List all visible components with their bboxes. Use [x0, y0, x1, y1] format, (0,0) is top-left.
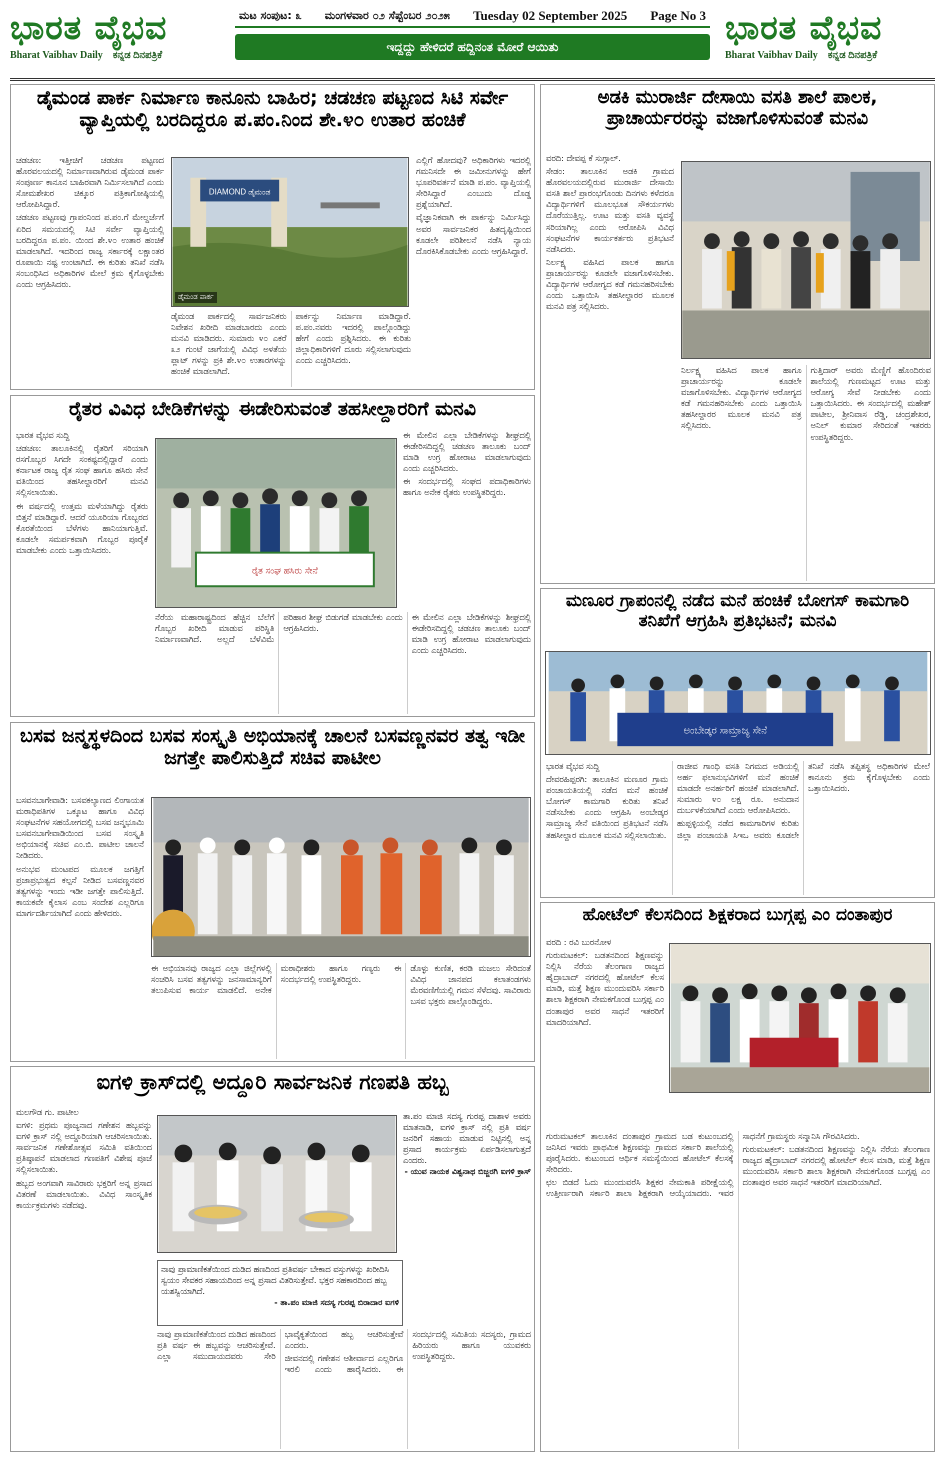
gate-field-photo: [172, 158, 408, 306]
story-photo: [151, 797, 531, 957]
story-paragraph: ಚಡಚಣ: ಇತ್ತೀಚಿಗೆ ಚಡಚಣ ಪಟ್ಟಣದ ಹೊರವಲಯದಲ್ಲಿ ನಿರ್ಮಾಣವಾಗಿರುವ ಡೈಮಂಡ ಪಾರ್ಕ ಸಂಪೂರ್ಣ ಕಾನೂನ ಬಾಹಿರವಾಗಿ ನಿರ್ಮಿಸಲಾಗಿದೆ ಎಂದು ಸೋಮಶೇಖರ ಚಿಕ್ಕೂರ ಪತ್ರಿಕಾಗೋಷ್ಠಿಯಲ್ಲಿ ಆರೋಪಿಸಿದ್ದಾರೆ.: [16, 155, 164, 210]
story-paragraph: ಡೊಳ್ಳು ಕುಣಿತ, ಕರಡಿ ಮಜಲು ಸೇರಿದಂತೆ ವಿವಿಧ ಜಾನಪದ ಕಲಾತಂಡಗಳು ಮೆರವಣಿಗೆಯಲ್ಲಿ ಗಮನ ಸೆಳೆದವು. ಸಾವಿರಾರು ಬಸವ ಭಕ್ತರು ಪಾಲ್ಗೊಂಡಿದ್ದರು.: [410, 963, 531, 1007]
edition-date-en: Tuesday 02 September 2025: [473, 8, 628, 23]
story-paragraph: ಡೈಮಂಡ ಪಾರ್ಕದಲ್ಲಿ ಸಾರ್ವಜನಿಕರು ನಿವೇಶನ ಖರೀದಿ ಮಾಡಬಾರದು ಎಂದು ಮನವಿ ಮಾಡಿದರು. ಸುಮಾರು ೪೦ ಎಕರೆ ೩೨ ಗುಂಟೆ ಜಾಗೆಯಲ್ಲಿ ವಿವಿಧ ಅಳತೆಯ ಪ್ಲಾಟ್ ಗಳನ್ನು ಪ್ರಕಿ ಶೇ.೪೦ ಉತಾರಗಳನ್ನು ಹಂಚಿಕೆ ಮಾಡಲಾಗಿದೆ.: [171, 311, 287, 377]
logo-title: ಭಾರತ ವೈಭವ: [10, 8, 168, 47]
story-body: [546, 761, 930, 895]
story-paragraph: ಈ ಸಂದರ್ಭದಲ್ಲಿ ಸಂಘದ ಪದಾಧಿಕಾರಿಗಳು ಹಾಗೂ ಅನೇಕ ರೈತರು ಉಪಸ್ಥಿತರಿದ್ದರು.: [403, 476, 531, 498]
story-body: [16, 1107, 152, 1449]
story-paragraph: ಈ ಮೇಲಿನ ಎಲ್ಲಾ ಬೇಡಿಕೆಗಳನ್ನು ಶೀಘ್ರದಲ್ಲಿ ಈಡೇರಿಸದಿದ್ದಲ್ಲಿ ಚಡಚಣ ತಾಲೂಕು ಬಂದ್ ಮಾಡಿ ಉಗ್ರ ಹೋರಾಟ ಮಾಡಲಾಗುವುದು ಎಂದು ಎಚ್ಚರಿಸಿದರು.: [411, 612, 531, 656]
story-buggappa-teacher: [540, 902, 935, 1452]
logo-subtitle: [725, 50, 935, 61]
story-photo: [155, 438, 397, 608]
photo-caption: ಡೈಮಂಡ ಪಾರ್ಕ: [175, 292, 217, 303]
story-paragraph: ಗುರುಮಟಕಲ್: ಬಡತನದಿಂದ ಶಿಕ್ಷಣವನ್ನು ನಿಲ್ಲಿಸಿ ನೆರೆಯ ತೆಲಂಗಾಣ ರಾಜ್ಯದ ಹೈದ್ರಾಬಾದ್ ನಗರದಲ್ಲಿ ಹೋಟೆಲ್ ಕೆಲಸ ಮಾಡಿ, ಮತ್ತೆ ಶಿಕ್ಷಣ ಮುಂದುವರಿಸಿ ಸರ್ಕಾರಿ ಶಾಲಾ ಶಿಕ್ಷಕರಾಗಿ ನೇಮಕಗೊಂಡ ಬುಗ್ಗಪ್ಪ ಎಂ ದಂತಾಪುರ ಅವರ ಸಾಧನೆ ಇತರರಿಗೆ ಮಾದರಿಯಾಗಿದೆ.: [742, 1144, 930, 1188]
story-paragraph: ನಿರ್ಲಕ್ಷ್ಯ ವಹಿಸಿದ ಪಾಲಕ ಹಾಗೂ ಪ್ರಾಚಾರ್ಯರನ್ನು ಕೂಡಲೇ ವಜಾಗೊಳಿಸಬೇಕು. ವಿದ್ಯಾರ್ಥಿಗಳ ಆರೋಗ್ಯದ ಕಡೆ ಗಮನಹರಿಸಬೇಕು ಎಂದು ಒತ್ತಾಯಿಸಿ ತಹಸೀಲ್ದಾರರ ಮೂಲಕ ಮನವಿ ಪತ್ರ ಸಲ್ಲಿಸಿದರು.: [681, 365, 802, 431]
slogan-banner: ಇದ್ದದ್ದು ಹೇಳಿದರೆ ಹದ್ದಿನಂತ ಮೋರೆ ಆಯಿತು: [235, 34, 710, 60]
edition-bar: [235, 6, 710, 28]
story-paragraph: ವರದಿ : ರವಿ ಬುರನೋಳ: [546, 937, 612, 947]
story-headline[interactable]: ರೈತರ ವಿವಿಧ ಬೇಡಿಕೆಗಳನ್ನು ಈಡೇರಿಸುವಂತೆ ತಹಸೀಲ್ದಾರರಿಗೆ ಮನವಿ: [68, 398, 476, 420]
quote-text: ತಾ.ಪಂ ಮಾಜಿ ಸದಸ್ಯ ಗುರಪ್ಪ ದಾಶಾಳ ಅವರು ಮಾತನಾಡಿ, ಐಗಳಿ ಕ್ರಾಸ್ ನಲ್ಲಿ ಪ್ರತಿ ವರ್ಷ ಜನರಿಗೆ ಸಹಾಯ ಮಾಡುವ ನಿಟ್ಟಿನಲ್ಲಿ ಅನ್ನ ಪ್ರಸಾದ ಕಾರ್ಯಕ್ರಮ ಏರ್ಪಡಿಸಲಾಗುತ್ತದೆ ಎಂದರು.: [403, 1111, 531, 1166]
story-paragraph: ಹುಪ್ಪಳ್ಳಿಯಲ್ಲಿ ನಡೆದ ಕಾಮಗಾರಿಗಳ ಕುರಿತು ಜಿಲ್ಲಾ ಪಂಚಾಯತಿ ಸಿಇಒ ಅವರು ಕೂಡಲೇ ತನಿಖೆ ನಡೆಸಿ ತಪ್ಪಿತಸ್ಥ ಅಧಿಕಾರಿಗಳ ಮೇಲೆ ಕಾನೂನು ಕ್ರಮ ಕೈಗೊಳ್ಳಬೇಕು ಎಂದು ಒತ್ತಾಯಿಸಿದರು.: [677, 761, 930, 840]
logo-tagline: ಕನ್ನಡ ದಿನಪತ್ರಿಕೆ: [112, 50, 163, 61]
felicitation-photo: [670, 944, 930, 1092]
masthead-logo-right: [725, 6, 935, 72]
story-body: [16, 795, 144, 1059]
story-paragraph: ವರದಿ: ದೇವಪ್ಪ ಕೆ ಸುಗ್ಗಾಲ್.: [546, 153, 621, 163]
quote-signature: - ತಾ.ಪಂ ಮಾಜಿ ಸದಸ್ಯ ಗುರಪ್ಪ ಬಿರಾದಾರ ಐಗಳಿ: [274, 1298, 399, 1307]
story-basava-campaign: [10, 722, 535, 1062]
logo-title: ಭಾರತ ವೈಭವ: [725, 8, 883, 47]
story-paragraph: ಮಲಗೌಡ ಗು. ಪಾಟೀಲ: [16, 1107, 79, 1117]
farmers-memorandum-photo: [156, 439, 396, 607]
story-body-bottom: [171, 311, 411, 387]
quote-text: ನಾವು ಪ್ರಾಮಾಣಿಕತೆಯಿಂದ ದುಡಿದ ಹಣದಿಂದ ಪ್ರತಿವರ್ಷ ಬೇಕಾದ ವಸ್ತುಗಳನ್ನು ಖರೀದಿಸಿ ಸ್ವಯಂ ಸೇವಕರ ಸಹಾಯದಿಂದ ಅನ್ನ ಪ್ರಸಾದ ವಿತರಿಸುತ್ತೇವೆ. ಭಕ್ತರ ಸಹಕಾರದಿಂದ ಹಬ್ಬ ಯಶಸ್ವಿಯಾಗಿದೆ.: [161, 1264, 389, 1296]
edition-date-kn: ಮಂಗಳವಾರ ೦೨ ಸೆಪ್ಟೆಂಬರ ೨೦೨೫: [324, 9, 450, 22]
story-headline[interactable]: ಹೋಟೆಲ್ ಕೆಲಸದಿಂದ ಶಿಕ್ಷಕರಾದ ಬುಗ್ಗಪ್ಪ ಎಂ ದಂತಾಪುರ: [582, 905, 893, 925]
story-paragraph: ನೆರೆಯ ಮಹಾರಾಷ್ಟ್ರದಿಂದ ಹೆಚ್ಚಿನ ಬೆಲೆಗೆ ಗೊಬ್ಬರ ಖರೀದಿ ಮಾಡುವ ಪರಿಸ್ಥಿತಿ ನಿರ್ಮಾಣವಾಗಿದೆ. ಅಲ್ಲದೆ ಬೆಳೆವಿಮೆ ಪರಿಹಾರ ಶೀಘ್ರ ಬಿಡುಗಡೆ ಮಾಡಬೇಕು ಎಂದು ಆಗ್ರಹಿಸಿದರು.: [155, 612, 403, 645]
story-paragraph: ವೈಜ್ಞಾನಿಕವಾಗಿ ಈ ಪಾರ್ಕನ್ನು ನಿರ್ಮಿಸಿದ್ದು ಅವರ ಸಾರ್ವಜನಿಕರ ಹಿತದೃಷ್ಟಿಯಿಂದ ಕೂಡಲೇ ಪರಿಶೀಲನೆ ನಡೆಸಿ ನ್ಯಾಯ ದೊರಕಿಸಿಕೊಡಬೇಕು ಎಂದು ಆಗ್ರಹಿಸಿದ್ದಾರೆ.: [416, 212, 531, 256]
story-body-bottom: [546, 1131, 930, 1449]
story-paragraph: ಐಗಳಿ: ಪ್ರಥಮ ಪೂಜ್ಯನಾದ ಗಣೇಶನ ಹಬ್ಬವನ್ನು ಐಗಳಿ ಕ್ರಾಸ್ ನಲ್ಲಿ ಅದ್ದೂರಿಯಾಗಿ ಆಚರಿಸಲಾಯಿತು. ಸಾರ್ವಜನಿಕ ಗಣೇಶೋತ್ಸವ ಸಮಿತಿ ವತಿಯಿಂದ ಪ್ರತಿಷ್ಠಾಪನೆ ಮಾಡಲಾದ ಗಣಪತಿಗೆ ವಿಶೇಷ ಪೂಜೆ ಸಲ್ಲಿಸಲಾಯಿತು.: [16, 1120, 152, 1175]
prasad-distribution-photo: [158, 1116, 396, 1252]
story-headline[interactable]: ಡೈಮಂಡ ಪಾರ್ಕ ನಿರ್ಮಾಣ ಕಾನೂನು ಬಾಹಿರ; ಚಡಚಣ ಪಟ್ಟಣದ ಸಿಟಿ ಸರ್ವೇ ವ್ಯಾಪ್ತಿಯಲ್ಲಿ ಬರದಿದ್ದರೂ ಪ.ಪಂ.ನಿಂದ ಶೇ.೪೦ ಉತಾರ ಹಂಚಿಕೆ: [36, 87, 509, 131]
logo-english-name: Bharat Vaibhav Daily: [725, 50, 818, 61]
quote-signature: - ಯುವ ನಾಯಕ ವಿಶ್ವನಾಥ ಬಿಜ್ಜರಗಿ ಐಗಳಿ ಕ್ರಾಸ್: [404, 1167, 531, 1177]
story-paragraph: ಬಸವನಬಾಗೇವಾಡಿ: ಬಸವಕಲ್ಯಾಣದ ಲಿಂಗಾಯತ ಮಠಾಧಿಪತಿಗಳ ಒಕ್ಕೂಟ ಹಾಗೂ ವಿವಿಧ ಸಂಘಟನೆಗಳ ಸಹಯೋಗದಲ್ಲಿ ಬಸವ ಜನ್ಮಭೂಮಿ ಬಸವನಬಾಗೇವಾಡಿಯಿಂದ ಬಸವ ಸಂಸ್ಕೃತಿ ಅಭಿಯಾನಕ್ಕೆ ಸಚಿವ ಎಂ.ಬಿ. ಪಾಟೀಲ ಚಾಲನೆ ನೀಡಿದರು.: [16, 795, 144, 861]
story-paragraph: ಚಡಚಣ ಪಟ್ಟಣವು ಗ್ರಾಪಂನಿಂದ ಪ.ಪಂ.ಗೆ ಮೇಲ್ದರ್ಜೆಗೆ ಏರಿದ ಸಮಯದಲ್ಲಿ ಸಿಟಿ ಸರ್ವೇ ವ್ಯಾಪ್ತಿಯಲ್ಲಿ ಬರದಿದ್ದರೂ ಪ.ಪಂ. ಯಿಂದ ಶೇ.೪೦ ಉತಾರ ಹಂಚಿಕೆ ಮಾಡಲಾಗಿದೆ. ಇದರಿಂದ ರಾಜ್ಯ ಸರ್ಕಾರಕ್ಕೆ ಲಕ್ಷಾಂತರ ರೂಪಾಯಿ ನಷ್ಟ ಉಂಟಾಗಿದೆ. ಈ ಕುರಿತು ತನಿಖೆ ನಡೆಸಿ ಸಂಬಂಧಿಸಿದ ಅಧಿಕಾರಿಗಳ ಮೇಲೆ ಕ್ರಮ ಕೈಗೊಳ್ಳಬೇಕು ಎಂದು ಆಗ್ರಹಿಸಿದರು.: [16, 212, 164, 290]
story-paragraph: ಜೀವನದಲ್ಲಿ ಗಣೇಶನ ಆಶೀರ್ವಾದ ಎಲ್ಲರಿಗೂ ಇರಲಿ ಎಂದು ಹಾರೈಸಿದರು. ಈ ಸಂದರ್ಭದಲ್ಲಿ ಸಮಿತಿಯ ಸದಸ್ಯರು, ಗ್ರಾಮದ ಹಿರಿಯರು ಹಾಗೂ ಯುವಕರು ಉಪಸ್ಥಿತರಿದ್ದರು.: [284, 1329, 531, 1375]
story-ganapati-festival: [10, 1066, 535, 1452]
masthead-divider: [10, 78, 935, 81]
story-photo: [157, 1115, 397, 1253]
story-diamond-park: [10, 84, 535, 390]
story-paragraph: ಭಾರತ ವೈಭವ ಸುದ್ದಿ: [546, 761, 600, 771]
story-photo: [681, 161, 931, 359]
story-paragraph: ಎಲ್ಲಿಗೆ ಹೋದವು? ಅಧಿಕಾರಿಗಳು ಇದರಲ್ಲಿ ಗಮನಿಸದೇ ಈ ಜಮೀನುಗಳನ್ನು ಹೇಗೆ ಭೂಪರಿವರ್ತನೆ ಮಾಡಿ ಪ.ಪಂ. ವ್ಯಾಪ್ತಿಯಲ್ಲಿ ಸೇರಿಸಿದ್ದಾರೆ ಎಂಬುದು ದೊಡ್ಡ ಪ್ರಶ್ನೆಯಾಗಿದೆ.: [416, 155, 531, 210]
story-body-bottom: [157, 1329, 531, 1449]
masthead-logo-left: [10, 6, 220, 72]
protest-group-photo: [682, 162, 930, 358]
story-body-bottom: [155, 612, 531, 714]
story-paragraph: ಈ ಮೇಲಿನ ಎಲ್ಲಾ ಬೇಡಿಕೆಗಳನ್ನು ಶೀಘ್ರದಲ್ಲಿ ಈಡೇರಿಸದಿದ್ದಲ್ಲಿ ಚಡಚಣ ತಾಲೂಕು ಬಂದ್ ಮಾಡಿ ಉಗ್ರ ಹೋರಾಟ ಮಾಡಲಾಗುವುದು ಎಂದು ಎಚ್ಚರಿಸಿದರು.: [403, 430, 531, 474]
story-paragraph: ಅನುಭವ ಮಂಟಪದ ಮೂಲಕ ಜಗತ್ತಿಗೆ ಪ್ರಜಾಪ್ರಭುತ್ವದ ಕಲ್ಪನೆ ನೀಡಿದ ಬಸವಣ್ಣನವರ ತತ್ವಗಳನ್ನು ಇಂದು ಇಡೀ ಜಗತ್ತೇ ಪಾಲಿಸುತ್ತಿದೆ. ಕಾಯಕವೇ ಕೈಲಾಸ ಎಂಬ ಸಂದೇಶ ಎಲ್ಲರಿಗೂ ಮಾರ್ಗದರ್ಶಿಯಾಗಿದೆ ಎಂದು ಹೇಳಿದರು.: [16, 863, 144, 918]
story-paragraph: ಸೇಡಂ: ತಾಲೂಕಿನ ಅಡಕಿ ಗ್ರಾಮದ ಹೊರವಲಯದಲ್ಲಿರುವ ಮುರಾರ್ಜಿ ದೇಸಾಯಿ ವಸತಿ ಶಾಲೆ ಪ್ರಾರಂಭಗೊಂಡು ದಿನಗಳು ಕಳೆದರೂ ವಿದ್ಯಾರ್ಥಿಗಳಿಗೆ ಮೂಲಭೂತ ಸೌಕರ್ಯಗಳು ದೊರೆಯುತ್ತಿಲ್ಲ. ಊಟ ಮತ್ತು ವಸತಿ ವ್ಯವಸ್ಥೆ ಸರಿಯಾಗಿಲ್ಲ ಎಂದು ಆರೋಪಿಸಿ ವಿವಿಧ ಸಂಘಟನೆಗಳ ಕಾರ್ಯಕರ್ತರು ಪ್ರತಿಭಟನೆ ನಡೆಸಿದರು.: [546, 166, 674, 254]
story-paragraph: ಪಾರ್ಕನ್ನು ನಿರ್ಮಾಣ ಮಾಡಿದ್ದಾರೆ. ಪ.ಪಂ.ನವರು ಇದರಲ್ಲಿ ಪಾಲ್ಗೊಂಡಿದ್ದು ಹೇಗೆ ಎಂದು ಪ್ರಶ್ನಿಸಿದರು. ಈ ಕುರಿತು ಜಿಲ್ಲಾಧಿಕಾರಿಗಳಿಗೆ ದೂರು ಸಲ್ಲಿಸಲಾಗುವುದು ಎಂದು ಎಚ್ಚರಿಸಿದರು.: [295, 311, 411, 366]
story-paragraph: ಗುರುಮಟಕಲ್: ಬಡತನದಿಂದ ಶಿಕ್ಷಣವನ್ನು ನಿಲ್ಲಿಸಿ ನೆರೆಯ ತೆಲಂಗಾಣ ರಾಜ್ಯದ ಹೈದ್ರಾಬಾದ್ ನಗರದಲ್ಲಿ ಹೋಟೆಲ್ ಕೆಲಸ ಮಾಡಿ, ಮತ್ತೆ ಶಿಕ್ಷಣ ಮುಂದುವರಿಸಿ ಸರ್ಕಾರಿ ಶಾಲಾ ಶಿಕ್ಷಕರಾಗಿ ನೇಮಕಗೊಂಡ ಬುಗ್ಗಪ್ಪ ಎಂ ದಂತಾಪುರ ಅವರ ಸಾಧನೆ ಇತರರಿಗೆ ಮಾದರಿಯಾಗಿದೆ.: [546, 950, 664, 1027]
logo-english-name: Bharat Vaibhav Daily: [10, 50, 103, 61]
logo-subtitle: [10, 50, 220, 61]
protest-banner-photo: [546, 652, 930, 754]
story-body: [546, 937, 664, 1127]
story-farmers-demands: [10, 395, 535, 717]
story-paragraph: ಭಾರತ ವೈಭವ ಸುದ್ದಿ: [16, 430, 70, 440]
masthead: [10, 6, 935, 74]
page-number: Page No 3: [650, 8, 706, 23]
story-paragraph: ಗುತ್ತಿದಾರ್ ಅವರು ಮೆಣ್ಣಿಗೆ ಹೊಂದಿರುವ ಶಾಲೆಯಲ್ಲಿ ಗುಣಮಟ್ಟದ ಊಟ ಮತ್ತು ಆರೋಗ್ಯ ಸೇವೆ ನೀಡಬೇಕು ಎಂದು ಒತ್ತಾಯಿಸಿದರು. ಈ ಸಂದರ್ಭದಲ್ಲಿ ಮಹೇಶ್ ಪಾಟೀಲ, ಶ್ರೀನಿವಾಸ ರೆಡ್ಡಿ, ಚಂದ್ರಶೇಖರ, ಅನಿಲ್ ಕುಮಾರ ಸೇರಿದಂತೆ ಇತರರು ಉಪಸ್ಥಿತರಿದ್ದರು.: [810, 365, 931, 442]
edition-strip: [235, 6, 710, 72]
story-paragraph: ಚಡಚಣ: ತಾಲೂಕಿನಲ್ಲಿ ರೈತರಿಗೆ ಸರಿಯಾಗಿ ರಸಗೊಬ್ಬರ ಸಿಗದೇ ಸಂಕಷ್ಟದಲ್ಲಿದ್ದಾರೆ ಎಂದು ಕರ್ನಾಟಕ ರಾಜ್ಯ ರೈತ ಸಂಘ ಹಾಗೂ ಹಸಿರು ಸೇನೆ ವತಿಯಿಂದ ತಹಸೀಲ್ದಾರರಿಗೆ ಮನವಿ ಸಲ್ಲಿಸಲಾಯಿತು.: [16, 443, 148, 498]
story-body-right: [403, 430, 531, 610]
story-paragraph: ನಾವು ಪ್ರಾಮಾಣಿಕತೆಯಿಂದ ದುಡಿದ ಹಣದಿಂದ ಪ್ರತಿ ವರ್ಷ ಈ ಹಬ್ಬವನ್ನು ಆಚರಿಸುತ್ತೇವೆ. ಎಲ್ಲಾ ಸಮುದಾಯದವರು ಸೇರಿ ಭಾವೈಕ್ಯತೆಯಿಂದ ಹಬ್ಬ ಆಚರಿಸುತ್ತೇವೆ ಎಂದರು.: [157, 1329, 404, 1362]
story-body-right: [416, 155, 531, 387]
story-morarji-school: [540, 84, 935, 584]
quote-box: [403, 1111, 531, 1297]
story-paragraph: ದೇವರಹಿಪ್ಪರಗಿ: ತಾಲೂಕಿನ ಮಣೂರ ಗ್ರಾಮ ಪಂಚಾಯತಿಯಲ್ಲಿ ನಡೆದ ಮನೆ ಹಂಚಿಕೆ ಬೋಗಸ್ ಕಾಮಗಾರಿ ಕುರಿತು ತನಿಖೆ ನಡೆಸಬೇಕು ಎಂದು ಆಗ್ರಹಿಸಿ ಅಂಬೇಡ್ಕರ ಸಾಮ್ರಾಜ್ಯ ಸೇನೆ ವತಿಯಿಂದ ಪ್ರತಿಭಟನೆ ನಡೆಸಿ ತಹಸೀಲ್ದಾರ ಮೂಲಕ ಮನವಿ ಸಲ್ಲಿಸಲಾಯಿತು.: [546, 774, 668, 840]
story-paragraph: ಈ ವರ್ಷದಲ್ಲಿ ಉತ್ತಮ ಮಳೆಯಾಗಿದ್ದು ರೈತರು ಬಿತ್ತನೆ ಮಾಡಿದ್ದಾರೆ. ಆದರೆ ಯೂರಿಯಾ ಗೊಬ್ಬರದ ಕೊರತೆಯಿಂದ ಬೆಳೆಗಳು ಹಾನಿಯಾಗುತ್ತಿವೆ. ಕೂಡಲೇ ಸಮರ್ಪಕವಾಗಿ ಗೊಬ್ಬರ ಪೂರೈಕೆ ಮಾಡಬೇಕು ಎಂದು ಒತ್ತಾಯಿಸಿದರು.: [16, 500, 148, 555]
logo-tagline: ಕನ್ನಡ ದಿನಪತ್ರಿಕೆ: [827, 50, 878, 61]
story-photo: [171, 157, 409, 307]
story-headline[interactable]: ಐಗಳಿ ಕ್ರಾಸ್‌ದಲ್ಲಿ ಅದ್ದೂರಿ ಸಾರ್ವಜನಿಕ ಗಣಪತಿ ಹಬ್ಬ: [96, 1070, 449, 1094]
procession-photo: [152, 798, 530, 956]
story-body: [16, 155, 164, 387]
quote-box: [157, 1260, 403, 1326]
photo-sign-text: DIAMOND ಡೈಮಂಡ: [208, 187, 271, 197]
story-paragraph: ಹಬ್ಬದ ಅಂಗವಾಗಿ ಸಾವಿರಾರು ಭಕ್ತರಿಗೆ ಅನ್ನ ಪ್ರಸಾದ ವಿತರಣೆ ಮಾಡಲಾಯಿತು. ವಿವಿಧ ಸಾಂಸ್ಕೃತಿಕ ಕಾರ್ಯಕ್ರಮಗಳು ನಡೆದವು.: [16, 1177, 152, 1210]
story-body: [546, 153, 674, 581]
story-photo: [545, 651, 931, 755]
story-manoor-protest: [540, 588, 935, 898]
banner-text: ರೈತ ಸಂಘ ಹಸಿರು ಸೇನೆ: [252, 566, 318, 577]
story-body: [16, 430, 148, 714]
story-paragraph: ಗುರುಮಟಕಲ್ ತಾಲೂಕಿನ ದಂತಾಪುರ ಗ್ರಾಮದ ಬಡ ಕುಟುಂಬದಲ್ಲಿ ಜನಿಸಿದ ಇವರು ಪ್ರಾಥಮಿಕ ಶಿಕ್ಷಣವನ್ನು ಗ್ರಾಮದ ಸರ್ಕಾರಿ ಶಾಲೆಯಲ್ಲಿ ಪೂರೈಸಿದರು. ಕುಟುಂಬದ ಆರ್ಥಿಕ ಸಮಸ್ಯೆಯಿಂದ ಹೋಟೆಲ್ ಕೆಲಸಕ್ಕೆ ಸೇರಿದರು.: [546, 1131, 734, 1175]
story-paragraph: ಛಲ ಬಿಡದೆ ಓದು ಮುಂದುವರೆಸಿ ಶಿಕ್ಷಕರ ನೇಮಕಾತಿ ಪರೀಕ್ಷೆಯಲ್ಲಿ ಉತ್ತೀರ್ಣರಾಗಿ ಸರ್ಕಾರಿ ಶಾಲಾ ಶಿಕ್ಷಕರಾಗಿ ಆಯ್ಕೆಯಾದರು. ಇವರ ಸಾಧನೆಗೆ ಗ್ರಾಮಸ್ಥರು ಸನ್ಮಾನಿಸಿ ಗೌರವಿಸಿದರು.: [546, 1131, 860, 1199]
banner-text: ಅಂಬೇಡ್ಕರ ಸಾಮ್ರಾಜ್ಯ ಸೇನೆ: [683, 725, 767, 737]
story-headline[interactable]: ಬಸವ ಜನ್ಮಸ್ಥಳದಿಂದ ಬಸವ ಸಂಸ್ಕೃತಿ ಅಭಿಯಾನಕ್ಕೆ ಚಾಲನೆ ಬಸವಣ್ಣನವರ ತತ್ವ ಇಡೀ ಜಗತ್ತೇ ಪಾಲಿಸುತ್ತಿದೆ ಸಚಿವ ಪಾಟೀಲ: [20, 725, 525, 769]
story-paragraph: ರಾಜೀವ ಗಾಂಧಿ ವಸತಿ ನಿಗಮದ ಅಡಿಯಲ್ಲಿ ಅರ್ಹ ಫಲಾನುಭವಿಗಳಿಗೆ ಮನೆ ಹಂಚಿಕೆ ಮಾಡದೇ ಅನರ್ಹರಿಗೆ ಹಂಚಿಕೆ ಮಾಡಲಾಗಿದೆ. ಸುಮಾರು ೪೦ ಲಕ್ಷ ರೂ. ಅನುದಾನ ದುರ್ಬಳಕೆಯಾಗಿದೆ ಎಂದು ಆರೋಪಿಸಿದರು.: [677, 761, 799, 816]
edition-volume: ಮಟ ಸಂಪುಟ: ೩: [239, 9, 302, 22]
story-body-bottom: [681, 365, 931, 581]
story-paragraph: ನಿರ್ಲಕ್ಷ್ಯ ವಹಿಸಿದ ಪಾಲಕ ಹಾಗೂ ಪ್ರಾಚಾರ್ಯರನ್ನು ಕೂಡಲೇ ವಜಾಗೊಳಿಸಬೇಕು. ವಿದ್ಯಾರ್ಥಿಗಳ ಆರೋಗ್ಯದ ಕಡೆ ಗಮನಹರಿಸಬೇಕು ಎಂದು ಒತ್ತಾಯಿಸಿ ತಹಸೀಲ್ದಾರರ ಮೂಲಕ ಮನವಿ ಪತ್ರ ಸಲ್ಲಿಸಿದರು.: [546, 256, 674, 312]
story-body-bottom: [151, 963, 531, 1059]
story-photo: [669, 943, 931, 1093]
story-headline[interactable]: ಮಣೂರ ಗ್ರಾಪಂನಲ್ಲಿ ನಡೆದ ಮನೆ ಹಂಚಿಕೆ ಬೋಗಸ್ ಕಾಮಗಾರಿ ತನಿಖೆಗೆ ಆಗ್ರಹಿಸಿ ಪ್ರತಿಭಟನೆ; ಮನವಿ: [565, 591, 910, 631]
story-paragraph: ಈ ಅಭಿಯಾನವು ರಾಜ್ಯದ ಎಲ್ಲಾ ಜಿಲ್ಲೆಗಳಲ್ಲಿ ಸಂಚರಿಸಿ ಬಸವ ತತ್ವಗಳನ್ನು ಜನಸಾಮಾನ್ಯರಿಗೆ ತಲುಪಿಸುವ ಕಾರ್ಯ ಮಾಡಲಿದೆ. ಅನೇಕ ಮಠಾಧೀಶರು ಹಾಗೂ ಗಣ್ಯರು ಈ ಸಂದರ್ಭದಲ್ಲಿ ಉಪಸ್ಥಿತರಿದ್ದರು.: [151, 963, 402, 996]
story-headline[interactable]: ಅಡಕಿ ಮುರಾರ್ಜಿ ದೇಸಾಯಿ ವಸತಿ ಶಾಲೆ ಪಾಲಕ, ಪ್ರಾಚಾರ್ಯರರನ್ನು ವಜಾಗೊಳಿಸುವಂತೆ ಮನವಿ: [597, 87, 878, 129]
